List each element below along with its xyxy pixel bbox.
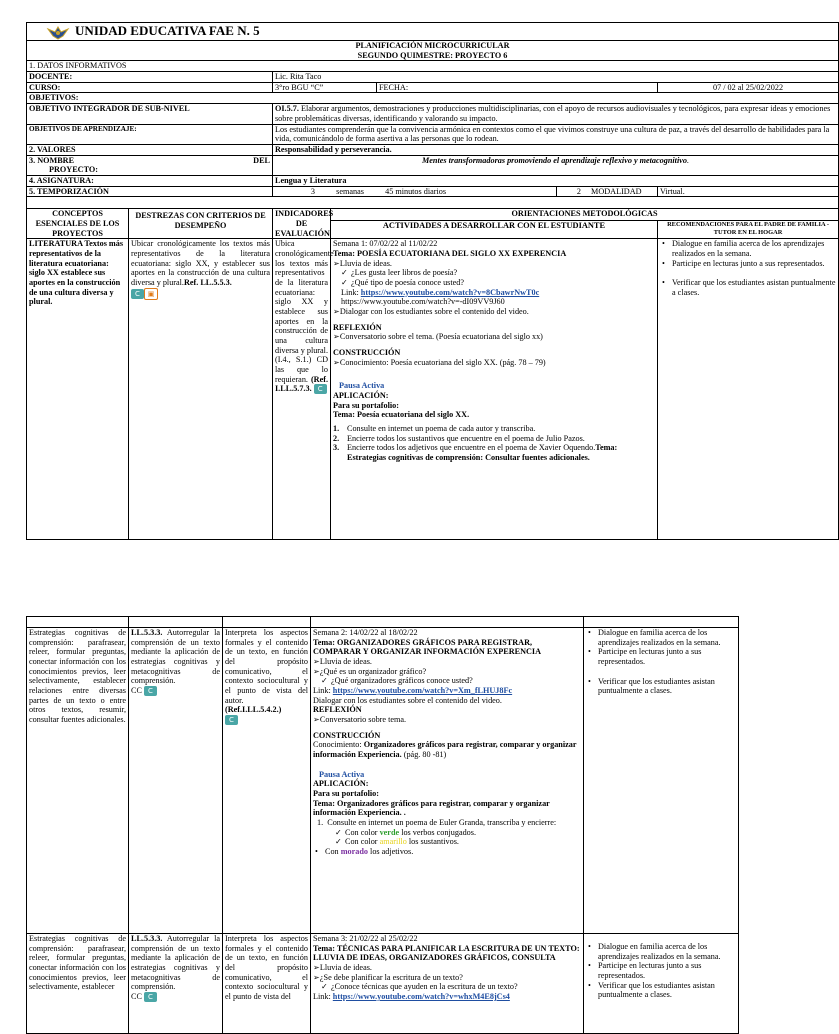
row1-actividades	[331, 239, 658, 540]
row3-semana: Semana 3: 21/02/22 al 25/02/22	[313, 934, 418, 943]
row2-indicador-text: Interpreta los aspectos formales y el contenido de un texto, en función del propósito comunicativo, el contexto sociocultural y el punto de vista del autor.	[225, 628, 308, 705]
row1-indicador	[273, 239, 334, 540]
school-crest-icon	[47, 26, 69, 40]
row1-aplicacion: APLICACIÓN:	[333, 390, 389, 400]
row3-indicador: Interpreta los aspectos formales y el contenido de un texto, en función del propósito comunicativo, el contexto sociocultural y el punto de vista del	[223, 934, 311, 1034]
row2-task-1: 1. Consulte en internet un poema de Euler Granda, transcriba y encierre:	[317, 818, 557, 828]
row1-semana: Semana 1: 07/02/22 al 11/02/22	[333, 239, 438, 249]
row2-link[interactable]: https://www.youtube.com/watch?v=Xm_fLHUJ8Fc	[332, 686, 513, 696]
row2-c1-b: verde	[379, 827, 400, 837]
row2-portafolio: Para su portafolio:	[313, 789, 379, 799]
row2-construccion-heading: CONSTRUCCIÓN	[313, 730, 381, 740]
cc-badge-icon: C	[131, 289, 144, 299]
col-actividades-header: ACTIVIDADES A DESARROLLAR CON EL ESTUDIANTE	[331, 221, 658, 239]
row1-lluvia: ➢ Lluvia de ideas.	[333, 259, 655, 269]
row2-construccion	[313, 740, 581, 759]
col-orientaciones-header: ORIENTACIONES METODOLÓGICAS	[331, 209, 839, 221]
nombre-proyecto-value: Mentes transformadoras promoviendo el aprendizaje reflexivo y metacognitivo.	[273, 155, 839, 175]
row2-task-1-text: Consulte en internet un poema de Euler Granda, transcriba y encierre:	[327, 818, 557, 828]
row2-construccion-a: Conocimiento:	[313, 740, 364, 750]
modalidad-num: 2	[576, 186, 581, 196]
docente-value: Lic. Rita Taco	[273, 72, 839, 83]
page2-head-cell-5	[584, 617, 739, 628]
page2-head-cell-3	[223, 617, 311, 628]
row1-link-1[interactable]: https://www.youtube.com/watch?v=8CbawrNwT0c	[360, 287, 540, 297]
row2-color-amarillo	[327, 837, 581, 847]
row2-destreza	[129, 628, 223, 934]
docente-label: DOCENTE:	[27, 72, 273, 83]
row1-rec-3: • Verificar que los estudiantes asistan puntualmente a clases.	[660, 278, 836, 297]
cc-badge-icon: C	[225, 715, 238, 725]
row2-tema: Tema: ORGANIZADORES GRÁFICOS PARA REGISTRAR, COMPARAR Y ORGANIZAR INFORMACIÓN EXPERENCIA	[313, 637, 542, 657]
row3-cc: CC	[131, 992, 142, 1002]
row1-reflexion-heading: REFLEXIÓN	[333, 322, 382, 332]
row1-tema2: Tema: Poesía ecuatoriana del siglo XX.	[333, 410, 470, 420]
temporizacion-unit: semanas	[336, 186, 364, 196]
row1-indicador-text: Ubica cronológicamente los textos más representativos de la literatura ecuatoriana: siglo XX y establece sus aportes en la construcción de una cultura diversa y plural. (I.4., S.1.) CD las que lo requieran.	[275, 239, 334, 384]
plan-title-line: PLANIFICACIÓN MICROCURRICULAR	[355, 41, 510, 51]
row2-list-lluvia	[313, 657, 581, 676]
row3-rec-3: • Verificar que los estudiantes asistan puntualmente a clases.	[586, 981, 736, 1000]
row1-rec-list	[660, 239, 836, 297]
row2-list-reflexion	[313, 715, 581, 725]
school-name: UNIDAD EDUCATIVA FAE N. 5	[75, 23, 260, 38]
row3-rec-list	[586, 942, 736, 1000]
row1-tema: Tema: POESÍA ECUATORIANA DEL SIGLO XX EXPERENCIA	[333, 248, 567, 258]
valores-value: Responsabilidad y perseverancia.	[273, 144, 839, 155]
row2-c2-a: Con color	[345, 837, 380, 847]
row1-indicador-ref: (Ref. I.LL.5.7.3.	[275, 374, 328, 394]
row2-actividades	[311, 628, 584, 934]
row1-pausa-activa: Pausa Activa	[339, 381, 385, 391]
temporizacion-value	[273, 186, 557, 197]
row2-dialogo: Dialogar con los estudiantes sobre el contenido del video.	[313, 695, 502, 705]
row2-color-verde	[327, 828, 581, 838]
row3-concepto: Estrategias cognitivas de comprensión: parafrasear, releer, formular preguntas, conectar información con los conocimientos previos, leer selectivamente, establecer	[27, 934, 129, 1034]
obj-aprendizaje-label: OBJETIVOS DE APRENDIZAJE:	[27, 124, 273, 144]
col-destrezas-header	[129, 209, 273, 239]
row2-c3-c: los adjetivos.	[368, 847, 414, 857]
page2-head-cell-1	[27, 617, 129, 628]
row2-tema2-b: : Organizadores gráficos para registrar, comparar y organizar información Experiencia. .	[313, 798, 550, 818]
row2-rec-2: • Participe en lecturas junto a sus representados.	[586, 647, 736, 666]
row2-tema2-a: Tema	[313, 798, 333, 808]
row3-recomendaciones	[584, 934, 739, 1034]
row1-questions	[333, 268, 655, 287]
fecha-value: 07 / 02 al 25/02/2022	[658, 82, 839, 93]
modalidad-text: MODALIDAD	[591, 186, 642, 196]
row3-rec-1: • Dialogue en familia acerca de los aprendizajes realizados en la semana.	[586, 942, 736, 961]
row2-reflexion-heading: REFLEXIÓN	[313, 705, 362, 715]
asignatura-value: Lengua y Literatura	[273, 175, 839, 186]
temporizacion-num: 3	[310, 186, 315, 196]
row2-reflexion: ➢ Conversatorio sobre tema.	[313, 715, 581, 725]
asignatura-label: 4. ASIGNATURA:	[27, 175, 273, 186]
row3-link-label: Link:	[313, 992, 333, 1002]
row1-concepto-text: LITERATURA Textos más representativos de la literatura ecuatoriana: siglo XX establece sus aportes en la construcción de una cultura diversa y plural.	[29, 239, 124, 307]
nombre-label-c: PROYECTO:	[49, 165, 98, 175]
row2-semana: Semana 2: 14/02/22 al 18/02/22	[313, 628, 418, 637]
row1-task-2: Encierre todos los sustantivos que encuentre en el poema de Julio Pazos.	[347, 433, 585, 443]
row2-c3-b: morado	[340, 847, 368, 857]
row2-rec-3: • Verificar que los estudiantes asistan puntualmente a clases.	[586, 677, 736, 696]
row3-questions	[313, 982, 581, 992]
row1-task-3-text: Encierre todos los adjetivos que encuentre en el poema de Xavier Oquendo.	[347, 443, 596, 453]
row2-rec-1: • Dialogue en familia acerca de los aprendizajes realizados en la semana.	[586, 628, 736, 647]
modalidad-label	[557, 186, 658, 197]
curso-label: CURSO:	[27, 82, 273, 93]
row2-tema2	[313, 799, 581, 818]
planning-table-page-1	[26, 22, 839, 540]
school-header	[27, 23, 839, 41]
row1-task-1: Consulte en internet un poema de cada autor y transcriba.	[347, 423, 536, 433]
row3-destreza	[129, 934, 223, 1034]
row1-destreza	[129, 239, 273, 540]
row3-q2: ✓ ¿Conoce técnicas que ayuden en la escritura de un texto?	[313, 982, 581, 992]
curso-value: 3°ro BGU “C”	[273, 82, 377, 93]
valores-label: 2. VALORES	[27, 144, 273, 155]
row2-pausa-activa: Pausa Activa	[319, 769, 365, 779]
temporizacion-daily: 45 minutos diarios	[385, 186, 447, 196]
spacer-row	[27, 197, 839, 209]
row2-aplicacion: APLICACIÓN:	[313, 779, 369, 789]
row2-color-list	[313, 828, 581, 847]
plan-subtitle-line: SEGUNDO QUIMESTRE: PROYECTO 6	[357, 50, 508, 60]
row2-construccion-b: Organizadores gráficos para registrar, comparar y organizar información Experiencia.	[313, 740, 577, 760]
col-destrezas-text: DESTREZAS CON CRITERIOS DE DESEMPEÑO	[135, 211, 266, 230]
col-recomendaciones-header: RECOMENDACIONES PARA EL PADRE DE FAMILIA - TUTOR EN EL HOGAR	[658, 221, 839, 239]
objetivos-label: OBJETIVOS:	[27, 93, 839, 104]
row1-list-reflexion	[333, 332, 655, 342]
row2-morado-list	[313, 847, 581, 857]
row1-list-construccion	[333, 358, 655, 368]
row2-construccion-c: (pág. 80 -81)	[401, 750, 447, 760]
row2-destreza-text: Autorregular la comprensión de un texto mediante la aplicación de estrategias cognitivas y metacognitivas de comprensión.	[131, 628, 220, 686]
obj-integrador-text	[273, 104, 839, 124]
row2-questions	[313, 676, 581, 686]
row1-concepto	[27, 239, 129, 540]
row3-link-line	[313, 992, 581, 1002]
row3-tema: Tema: TÉCNICAS PARA PLANIFICAR LA ESCRITURA DE UN TEXTO: LLUVIA DE IDEAS, ORGANIZADORES GRÁFICOS, CONSULTA	[313, 943, 580, 963]
row2-link-line	[313, 686, 581, 696]
row2-c2-c: los sustantivos.	[406, 837, 459, 847]
row2-cc: CC	[131, 686, 142, 696]
row1-list-dialogar	[333, 307, 655, 317]
row1-tasks	[333, 424, 655, 463]
row3-link[interactable]: https://www.youtube.com/watch?v=whxM4E8jCs4	[332, 992, 510, 1002]
row1-dialogar: ➢ Dialogar con los estudiantes sobre el contenido del video.	[333, 307, 655, 317]
row1-list-lluvia	[333, 259, 655, 269]
row3-destreza-code: LL.5.3.3.	[131, 934, 163, 943]
row1-portafolio: Para su portafolio:	[333, 400, 399, 410]
cc-badge-icon: C	[144, 686, 157, 696]
row2-indicador-ref: (Ref.I.LL.5.4.2.)	[225, 705, 282, 715]
row1-reflexion: ➢ Conversatorio sobre el tema. (Poesía ecuatoriana del siglo xx)	[333, 332, 655, 342]
nombre-label-a: 3. NOMBRE	[29, 155, 75, 165]
page2-head-cell-4	[311, 617, 584, 628]
modalidad-value: Virtual.	[658, 186, 839, 197]
row3-actividades	[311, 934, 584, 1034]
row1-q1: ✓ ¿Les gusta leer libros de poesía?	[333, 268, 655, 278]
row2-destreza-code: LL.5.3.3.	[131, 628, 163, 637]
row2-c1-c: los verbos conjugados.	[399, 827, 477, 837]
row1-link-2[interactable]: https://www.youtube.com/watch?v=-dI09VV9J60	[341, 297, 505, 307]
planning-table-page-2	[26, 616, 739, 1034]
row3-destreza-text: Autorregular la comprensión de un texto mediante la aplicación de estrategias cognitivas y metacognitivas de comprensión.	[131, 934, 220, 992]
row1-construccion-heading: CONSTRUCCIÓN	[333, 347, 401, 357]
col-indicadores-header: INDICADORES DE EVALUACIÓN	[273, 209, 331, 239]
row1-rec-2: • Participe en lecturas junto a sus representados.	[660, 259, 836, 269]
row1-link-label: Link:	[341, 287, 361, 297]
row2-link-label: Link:	[313, 686, 333, 696]
row3-rec-2: • Participe en lecturas junto a sus representados.	[586, 961, 736, 980]
temporizacion-label: 5. TEMPORIZACIÓN	[27, 186, 273, 197]
row2-indicador	[223, 628, 311, 934]
row2-q1: ➢ ¿Qué es un organizador gráfico?	[313, 667, 581, 677]
row2-c3-a: Con	[325, 847, 341, 857]
monitor-icon: ▣	[144, 288, 158, 300]
obj-aprendizaje-text: Los estudiantes comprenderán que la convivencia armónica en contextos como el que vivimos construye una cultura de paz, a través del desarrollo de habilidades para la vida, comunicándolo de forma asertiva a las personas que lo rodean.	[273, 124, 839, 144]
row1-task-3	[333, 443, 655, 462]
row1-task-3-tail: Tema: Estrategias cognitivas de comprensión: Consultar fuentes adicionales.	[347, 443, 618, 462]
nombre-label-b: DEL	[253, 155, 270, 165]
nombre-proyecto-label	[27, 155, 273, 175]
cc-badge-icon: C	[144, 992, 157, 1002]
row1-links	[333, 288, 655, 307]
obj-integrador-label: OBJETIVO INTEGRADOR DE SUB-NIVEL	[27, 104, 273, 124]
row1-recomendaciones	[658, 239, 839, 540]
obj-integrador-body: Elaborar argumentos, demostraciones y producciones multidisciplinarias, con el apoyo de recursos audiovisuales y tecnológicos, para expresar ideas y emociones sobre problemáticas diversas, identificando y valorando su impacto.	[275, 104, 831, 123]
nombre-proyecto-text: Mentes transformadoras promoviendo el aprendizaje reflexivo y metacognitivo	[422, 155, 687, 165]
row1-construccion: ➢ Conocimiento: Poesía ecuatoriana del siglo XX. (pág. 78 – 79)	[333, 358, 655, 368]
row3-lluvia: ➢ Lluvia de ideas.	[313, 963, 581, 973]
row2-lluvia: ➢ Lluvia de ideas.	[313, 657, 581, 667]
row2-c1-a: Con color	[345, 827, 380, 837]
plan-title	[27, 41, 839, 61]
row2-recomendaciones	[584, 628, 739, 934]
fecha-label: FECHA:	[377, 82, 658, 93]
row1-destreza-ref: Ref. LL.5.5.3.	[183, 277, 232, 287]
row2-rec-list	[586, 628, 736, 696]
page2-head-cell-2	[129, 617, 223, 628]
row2-q2: ✓ ¿Qué organizadores gráficos conoce usted?	[313, 676, 581, 686]
row3-q1: ➢ ¿Se debe planificar la escritura de un texto?	[313, 973, 581, 983]
row1-q2: ✓ ¿Qué tipo de poesía conoce usted?	[333, 278, 655, 288]
row2-concepto: Estrategias cognitivas de comprensión: parafrasear, releer, formular preguntas, conectar información con los conocimientos previos, leer selectivamente, establecer relaciones entre diversas partes de un texto o entre otros textos, resumir, consultar fuentes adicionales.	[27, 628, 129, 934]
col-conceptos-header: CONCEPTOS ESENCIALES DE LOS PROYECTOS	[27, 209, 129, 239]
row3-list	[313, 963, 581, 982]
row2-color-morado	[313, 847, 581, 857]
cc-badge-icon: C	[314, 384, 327, 394]
row1-rec-1: • Dialogue en familia acerca de los aprendizajes realizados en la semana.	[660, 239, 836, 258]
row1-destreza-text: Ubicar cronológicamente los textos más representativos de la literatura ecuatoriana: siglo XX, y establecer sus aportes en la construcción de una cultura diversa y plural.	[131, 239, 270, 287]
section-datos: 1. DATOS INFORMATIVOS	[27, 61, 839, 72]
obj-integrador-code: OI.5.7.	[275, 104, 299, 114]
row2-c2-b: amarillo	[379, 837, 407, 847]
